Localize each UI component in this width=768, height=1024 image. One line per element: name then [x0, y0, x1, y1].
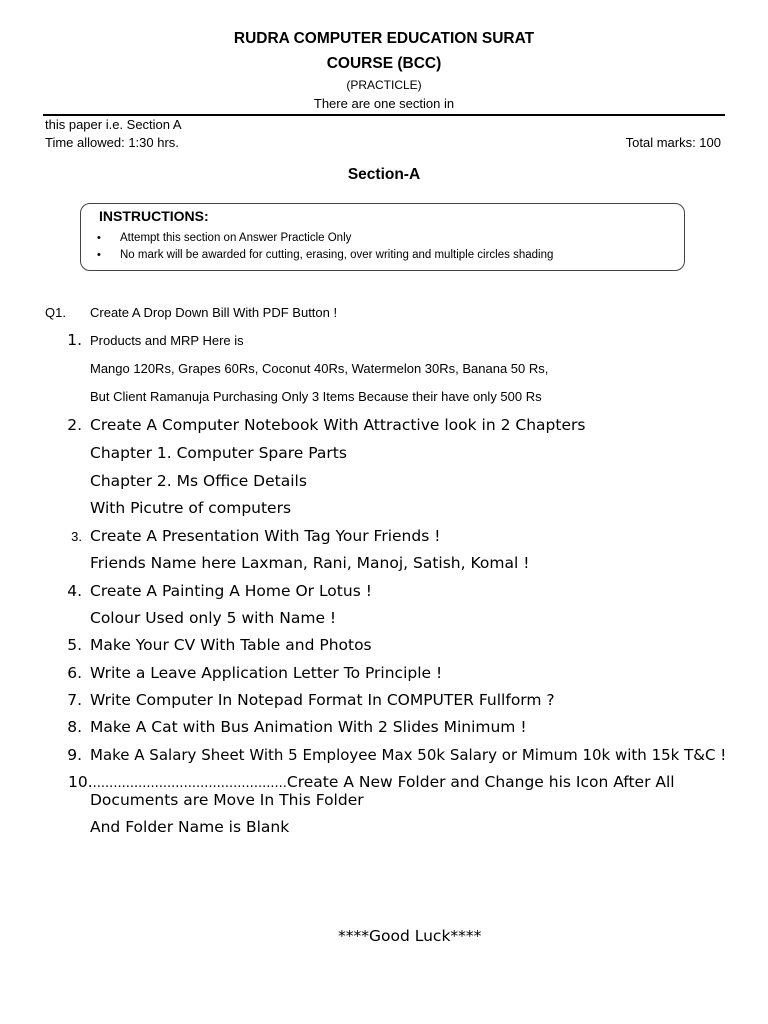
item-line: Products and MRP Here is: [90, 333, 244, 348]
course-title: COURSE (BCC): [326, 55, 442, 72]
item-number-dotted: [68, 773, 675, 791]
item-line: Create A Painting A Home Or Lotus !: [90, 582, 372, 600]
item-number: 7.: [67, 691, 82, 709]
item-line: Create A Presentation With Tag Your Friends !: [90, 527, 441, 545]
instruction-item: No mark will be awarded for cutting, erasing, over writing and multiple circles shading: [120, 249, 554, 261]
bullet-icon: •: [97, 249, 101, 261]
leader-dots: ...............................................: [92, 776, 287, 791]
item-line: And Folder Name is Blank: [90, 818, 290, 836]
item-number: 9.: [67, 746, 82, 764]
item-number: 4.: [67, 582, 82, 600]
section-title: Section-A: [347, 166, 421, 183]
paper-type: (PRACTICLE): [346, 78, 422, 92]
item-number: 6.: [67, 664, 82, 682]
institute-name: RUDRA COMPUTER EDUCATION SURAT: [233, 30, 535, 47]
header-divider: [43, 114, 725, 116]
item-number: 2.: [67, 416, 82, 434]
bullet-icon: •: [97, 232, 101, 244]
item-number: 10.: [68, 773, 93, 791]
item-line: Write Computer In Notepad Format In COMPUTER Fullform ?: [90, 691, 555, 709]
item-line: Write a Leave Application Letter To Principle !: [90, 664, 443, 682]
question-text: Create A Drop Down Bill With PDF Button !: [90, 305, 338, 320]
item-line: Make A Cat with Bus Animation With 2 Slides Minimum !: [90, 718, 527, 736]
item-line: But Client Ramanuja Purchasing Only 3 Items Because their have only 500 Rs: [90, 389, 542, 404]
item-line: Chapter 2. Ms Office Details: [90, 472, 307, 490]
instruction-item: Attempt this section on Answer Practicle Only: [120, 232, 352, 244]
item-number: 5.: [67, 636, 82, 654]
item-line: With Picutre of computers: [90, 499, 292, 517]
item-line: Colour Used only 5 with Name !: [90, 609, 337, 627]
question-label: Q1.: [45, 305, 66, 320]
item-number: 1.: [67, 331, 82, 349]
time-allowed: Time allowed: 1:30 hrs.: [45, 135, 179, 150]
item-line: Friends Name here Laxman, Rani, Manoj, Satish, Komal !: [90, 554, 530, 572]
sections-note-line2: this paper i.e. Section A: [45, 117, 182, 132]
item-line: Make Your CV With Table and Photos: [90, 636, 372, 654]
sections-note-line1: There are one section in: [313, 96, 455, 111]
good-luck-footer: ****Good Luck****: [338, 927, 482, 945]
item-line: Documents are Move In This Folder: [90, 791, 364, 809]
instructions-title: INSTRUCTIONS:: [99, 208, 209, 224]
item-number: 3.: [71, 529, 82, 544]
item-number: 8.: [67, 718, 82, 736]
total-marks: Total marks: 100: [625, 135, 721, 150]
item-line: Create A New Folder and Change his Icon After All: [286, 773, 675, 791]
item-line: Make A Salary Sheet With 5 Employee Max 50k Salary or Mimum 10k with 15k T&C !: [90, 746, 727, 764]
item-line: Chapter 1. Computer Spare Parts: [90, 444, 347, 462]
item-line: Create A Computer Notebook With Attractive look in 2 Chapters: [90, 416, 586, 434]
item-line: Mango 120Rs, Grapes 60Rs, Coconut 40Rs, Watermelon 30Rs, Banana 50 Rs,: [90, 361, 549, 376]
